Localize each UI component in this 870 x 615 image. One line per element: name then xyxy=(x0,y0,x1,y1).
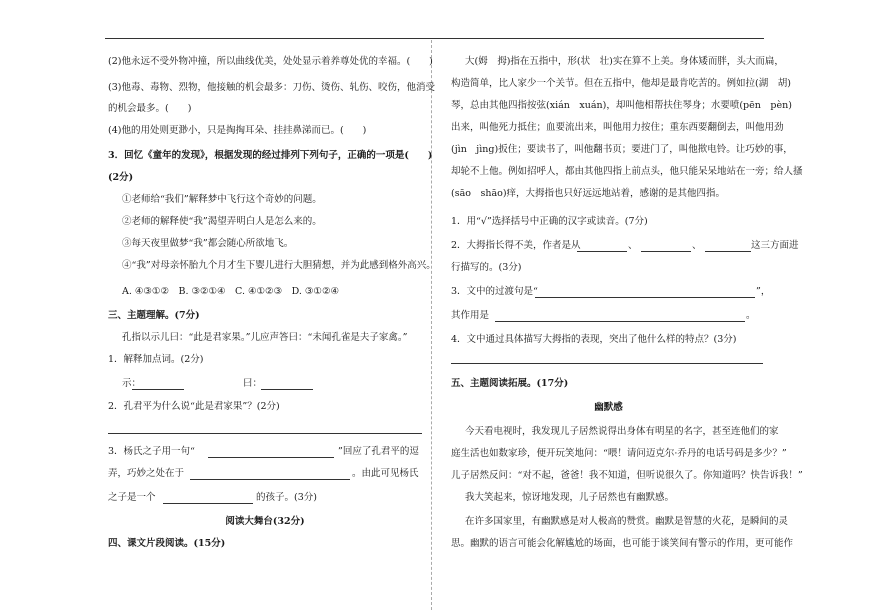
essay-line-1: 今天看电视时，我发现儿子居然说得出身体有明星的名字，甚至连他们的家 xyxy=(465,426,779,437)
passage-line-4: 出来，叫他死力抵住；血要流出来，叫他用力按住；重东西要翻倒去，叫他用劲 xyxy=(451,122,784,133)
r-q3-a: 3．文中的过渡句是“ xyxy=(451,286,538,297)
s3-q3-answer-1[interactable] xyxy=(208,457,334,458)
r-q2-answer-2[interactable] xyxy=(641,251,691,252)
section-3-title: 三、主题理解。(7分) xyxy=(108,310,200,321)
r-q2-c: 、 xyxy=(692,240,702,251)
s3-question-2: 2．孔君平为什么说“此是君家果”？(2分) xyxy=(108,401,280,412)
s3-q1-label-a: 示： xyxy=(122,378,142,389)
q3-item-2: ②老师的解释使“我”渴望弄明白人是怎么来的。 xyxy=(122,216,322,227)
section-5-title: 五、主题阅读拓展。(17分) xyxy=(451,378,569,389)
s3-q1-answer-b[interactable] xyxy=(261,389,313,390)
q2-option-2: (2)他永远不受外物冲撞，所以曲线优美，处处显示着养尊处优的幸福。( ) xyxy=(108,56,433,67)
s3-q3-c: 弄，巧妙之处在于 xyxy=(108,468,185,479)
section-3-passage: 孔指以示儿曰：“此是君家果。”儿应声答曰：“未闻孔雀是夫子家禽。” xyxy=(122,332,408,343)
q2-option-3: (3)他毒、毒物、烈物，他接触的机会最多：刀伤、烫伤、轧伤、咬伤，他消受 xyxy=(108,82,435,93)
s3-q3-answer-2[interactable] xyxy=(190,479,350,480)
r-q2-answer-3[interactable] xyxy=(705,251,751,252)
essay-line-3: 儿子居然反问：“对不起，爸爸！我不知道，但听说很久了。你知道吗？快告诉我！” xyxy=(451,470,803,481)
essay-line-4: 我大笑起来，惊讶地发现，儿子居然也有幽默感。 xyxy=(465,492,675,503)
r-question-1: 1．用“√”选择括号中正确的汉字或读音。(7分) xyxy=(451,216,648,227)
q2-option-3-cont: 的机会最多。( ) xyxy=(108,103,192,114)
s3-q3-answer-3[interactable] xyxy=(163,503,253,504)
passage-line-3: 琴，总由其他四指按弦(xián xuán)，却叫他相帮扶住琴身；水要喷(pēn pèn) xyxy=(451,100,792,111)
s3-question-1: 1．解释加点词。(2分) xyxy=(108,354,204,365)
s3-q1-label-b: 曰： xyxy=(243,378,263,389)
r-q4-answer[interactable] xyxy=(451,363,763,364)
r-q3-b: ”， xyxy=(756,286,771,297)
s3-q3-f: 的孩子。(3分) xyxy=(256,492,317,503)
reading-stage-title: 阅读大舞台(32分) xyxy=(225,516,305,527)
r-q2-b: 、 xyxy=(628,240,638,251)
r-q3-c: 其作用是 xyxy=(451,310,490,321)
section-4-title: 四、课文片段阅读。(15分) xyxy=(108,538,226,549)
r-question-4: 4．文中通过具体描写大拇指的表现，突出了他什么样的特点？(3分) xyxy=(451,334,737,345)
s3-q3-a: 3．杨氏之子用一句“ xyxy=(108,446,195,457)
column-divider xyxy=(431,40,432,610)
s3-q2-answer[interactable] xyxy=(108,433,422,434)
essay-line-6: 思。幽默的语言可能会化解尴尬的场面，也可能于谈笑间有警示的作用，更可能作 xyxy=(451,538,794,549)
passage-line-5: (jìn jìng)扳住；要读书了，叫他翻书页；要进门了，叫他揿电铃。让巧妙的事， xyxy=(451,144,793,155)
essay-line-5: 在许多国家里，有幽默感是对人极高的赞赏。幽默是智慧的火花，是瞬间的灵 xyxy=(465,516,789,527)
r-q3-d: 。 xyxy=(746,310,756,321)
r-q3-answer-1[interactable] xyxy=(535,297,755,298)
q3-item-3: ③每天夜里做梦“我”都会随心所欲地飞。 xyxy=(122,238,294,249)
q3-item-4: ④“我”对母亲怀胎九个月才生下婴儿进行大胆猜想，并为此感到格外高兴。 xyxy=(122,260,436,271)
passage-line-1: 大(姆 拇)指在五指中，形(状 壮)实在算不上美。身体矮而胖，头大而扁， xyxy=(465,56,784,67)
essay-title: 幽默感 xyxy=(594,402,623,413)
q2-option-4: (4)他的用处则更渺小，只是掏掏耳朵、挂挂鼻涕而已。( ) xyxy=(108,125,367,136)
passage-line-6: 却轮不上他。例如招呼人，都由其他四指上前点头，他只能呆呆地站在一旁；给人搔 xyxy=(451,166,803,177)
r-q2-a: 2．大拇指长得不美，作者是从 xyxy=(451,240,581,251)
top-rule xyxy=(105,38,764,39)
passage-line-7: (sāo shāo)痒，大拇指也只好远远地站着，感谢的是其他四指。 xyxy=(451,188,726,199)
s3-q3-e: 之子是一个 xyxy=(108,492,156,503)
s3-q3-d: 。由此可见杨氏 xyxy=(352,468,419,479)
s3-q1-answer-a[interactable] xyxy=(132,389,184,390)
r-q3-answer-2[interactable] xyxy=(495,321,745,322)
q3-choices: A. ④③①② B. ③②①④ C. ④①②③ D. ③①②④ xyxy=(122,286,339,297)
passage-line-2: 构造简单，比人家少一个关节。但在五指中，他却是最肯吃苦的。例如拉(湖 胡) xyxy=(451,78,791,89)
essay-line-2: 庭生活也如数家珍，便开玩笑地问：“喂！请问迈克尔·乔丹的电话号码是多少？” xyxy=(451,448,787,459)
r-q2-e: 行描写的。(3分) xyxy=(451,262,522,273)
q3-item-1: ①老师给“我们”解释梦中飞行这个奇妙的问题。 xyxy=(122,194,322,205)
r-q2-answer-1[interactable] xyxy=(577,251,627,252)
s3-q3-b: ”回应了孔君平的逗 xyxy=(338,446,419,457)
q3-score: (2分) xyxy=(108,172,134,183)
q3-title: 3．回忆《童年的发现》，根据发现的经过排列下列句子，正确的一项是( ) xyxy=(108,150,433,161)
r-q2-d: 这三方面进 xyxy=(751,240,799,251)
